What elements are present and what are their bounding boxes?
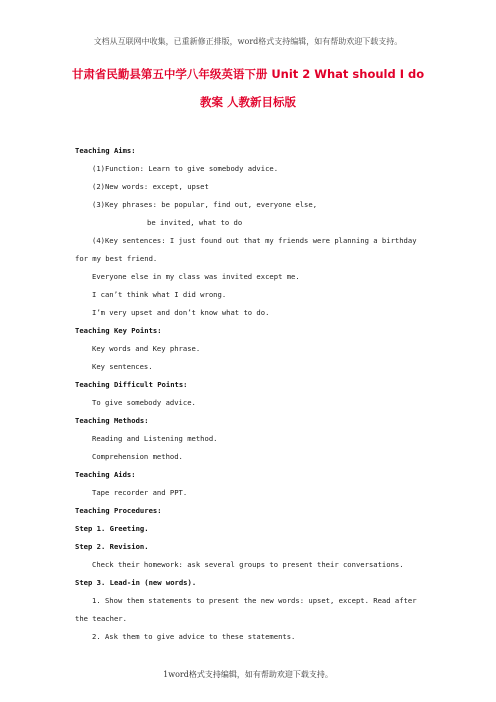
aim-key-sentences: (4)Key sentences: I just found out that my friends were planning a birthday (92, 236, 417, 245)
page-header: 文档从互联网中收集，已重新修正排版，word格式支持编辑，如有帮助欢迎下载支持。 (93, 37, 403, 46)
key-sentence-1: Everyone else in my class was invited except me. (92, 272, 300, 281)
procedure-step-3-item-2: 2. Ask them to give advice to these statements. (92, 632, 296, 641)
procedure-step-2-text: Check their homework: ask several groups to present their conversations. (92, 560, 404, 569)
method-1: Reading and Listening method. (92, 434, 218, 443)
procedure-step-3-item-1-continued: the teacher. (75, 614, 127, 623)
procedure-step-3-item-1: 1. Show them statements to present the new words: upset, except. Read after (92, 596, 417, 605)
aim-key-phrases-continued: be invited, what to do (147, 218, 243, 227)
section-heading-key-points: Teaching Key Points: (75, 326, 162, 335)
aim-key-phrases: (3)Key phrases: be popular, find out, everyone else, (92, 200, 318, 209)
section-heading-difficult-points: Teaching Difficult Points: (75, 380, 188, 389)
method-2: Comprehension method. (92, 452, 183, 461)
difficult-point-1: To give somebody advice. (92, 398, 196, 407)
document-title-line-2: 教案 人教新目标版 (199, 95, 296, 109)
section-heading-methods: Teaching Methods: (75, 416, 149, 425)
procedure-step-1: Step 1. Greeting. (75, 524, 149, 533)
aid-1: Tape recorder and PPT. (92, 488, 188, 497)
key-point-2: Key sentences. (92, 362, 153, 371)
section-heading-teaching-aims: Teaching Aims: (75, 146, 136, 155)
key-point-1: Key words and Key phrase. (92, 344, 201, 353)
procedure-step-2: Step 2. Revision. (75, 542, 149, 551)
aim-key-sentences-continued: for my best friend. (75, 254, 158, 263)
aim-function: (1)Function: Learn to give somebody advice. (92, 164, 279, 173)
key-sentence-3: I’m very upset and don’t know what to do. (92, 308, 270, 317)
key-sentence-2: I can’t think what I did wrong. (92, 290, 227, 299)
procedure-step-3: Step 3. Lead-in (new words). (75, 578, 197, 587)
aim-new-words: (2)New words: except, upset (92, 182, 209, 191)
section-heading-procedures: Teaching Procedures: (75, 506, 162, 515)
section-heading-aids: Teaching Aids: (75, 470, 136, 479)
page-footer: 1word格式支持编辑，如有帮助欢迎下载支持。 (163, 670, 333, 679)
document-title-line-1: 甘肃省民勤县第五中学八年级英语下册 Unit 2 What should I do (71, 67, 425, 81)
